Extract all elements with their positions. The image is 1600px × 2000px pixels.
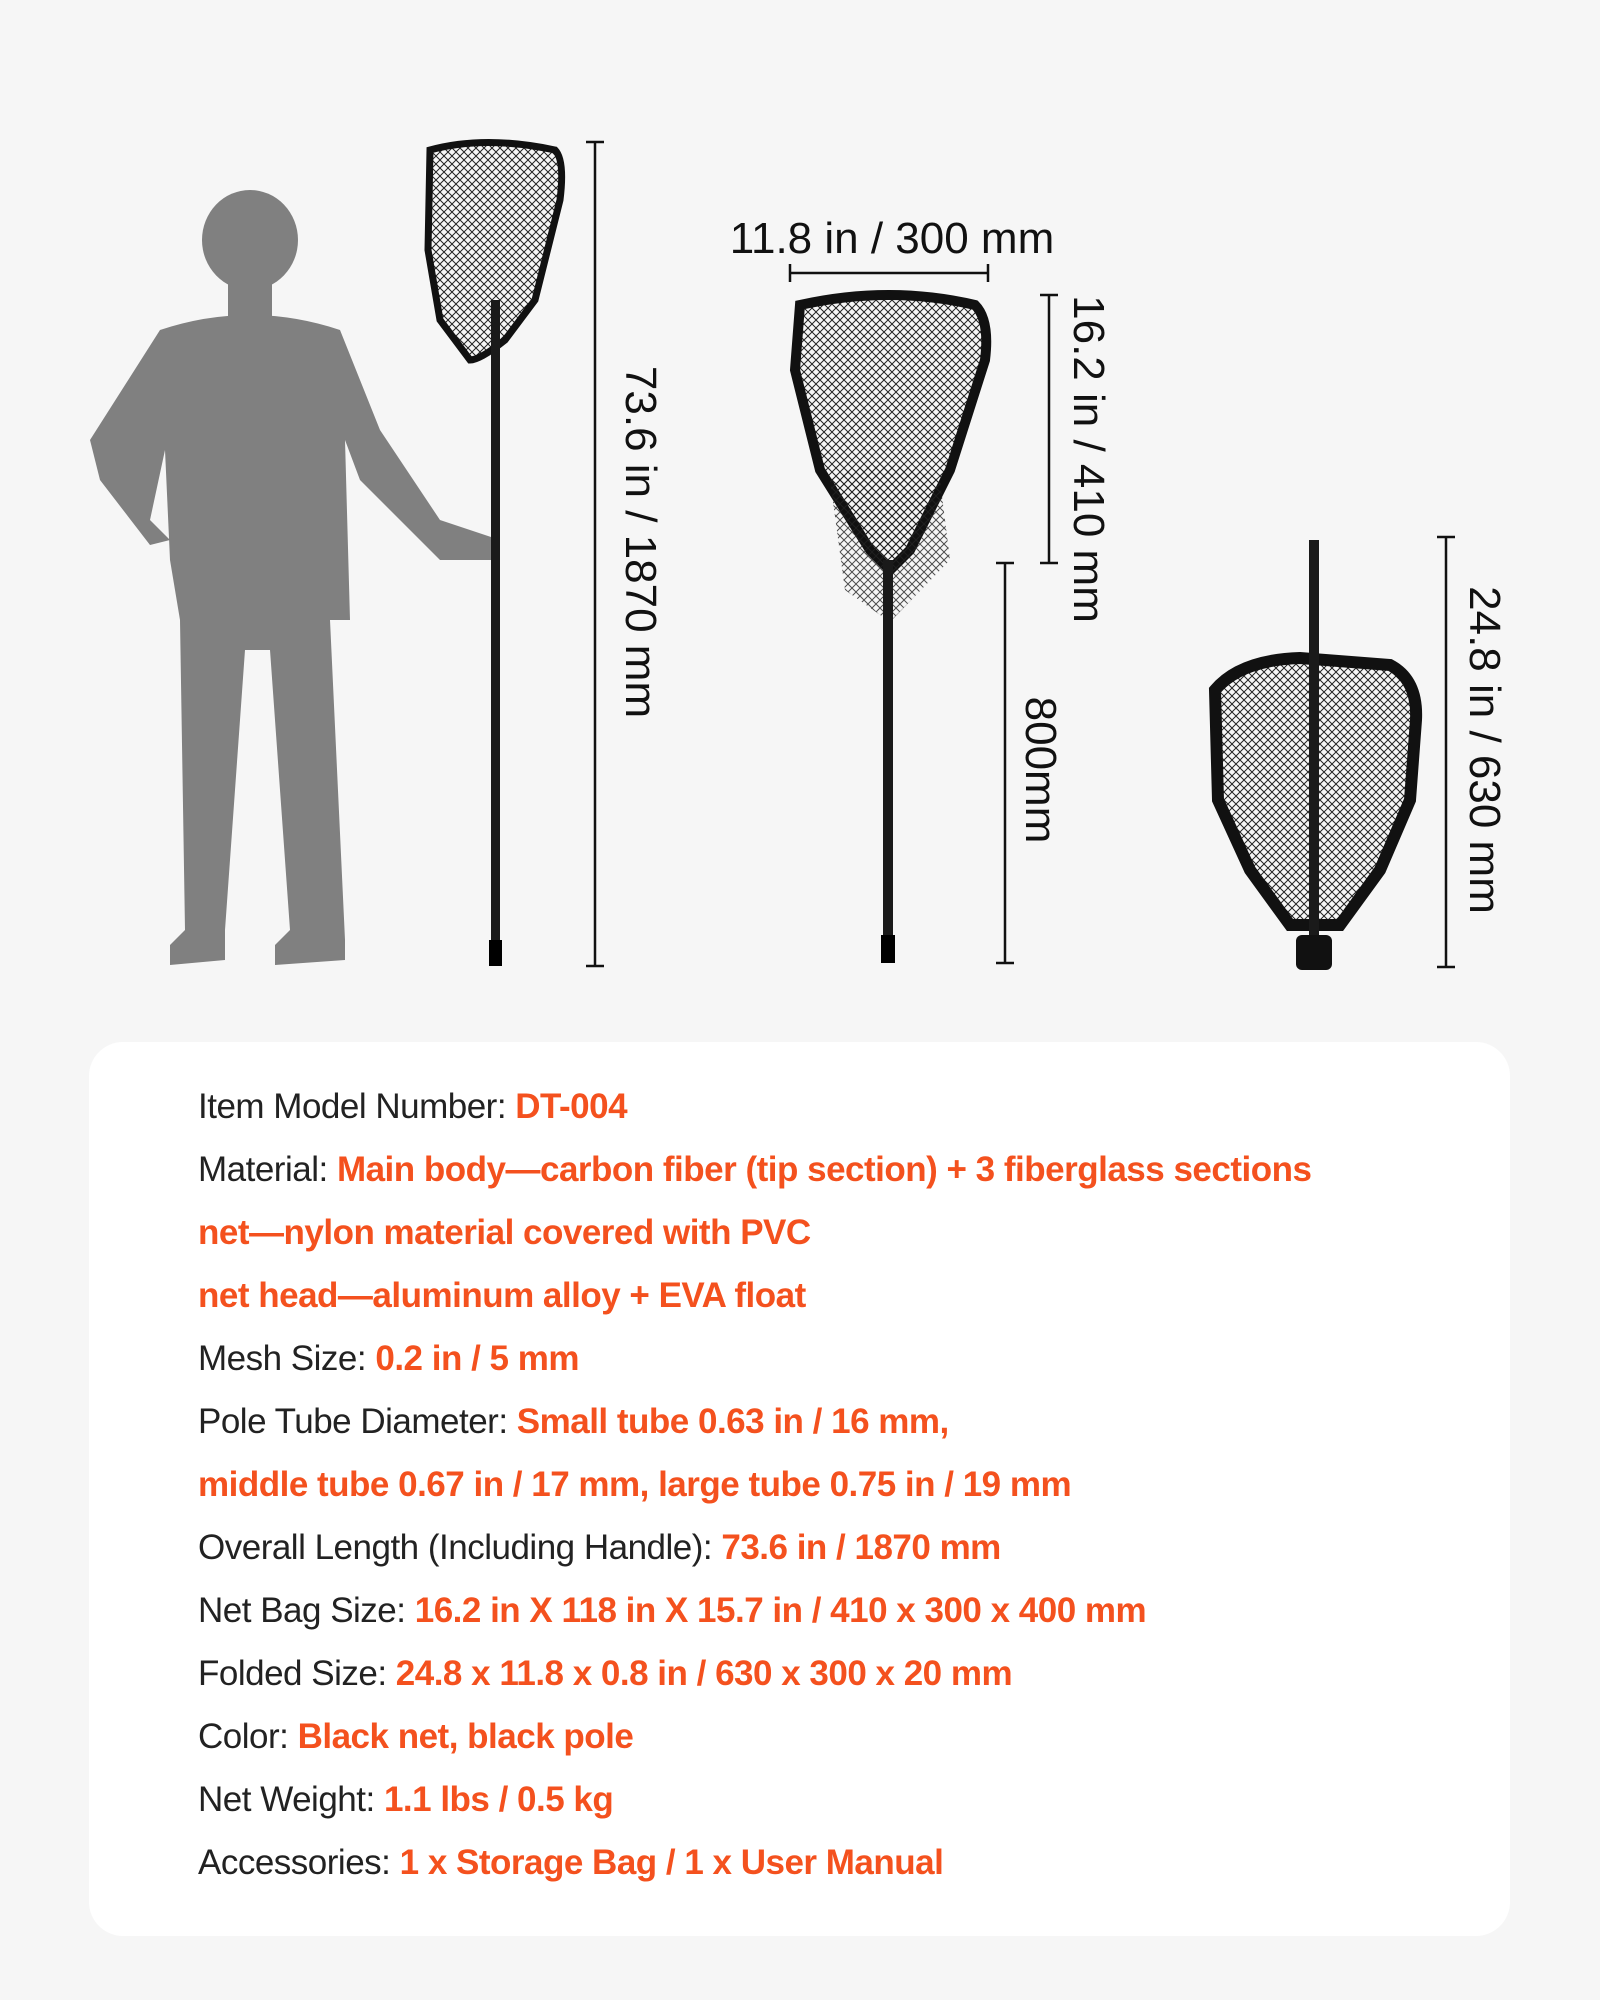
spec-label: Color: [198,1717,298,1756]
spec-row [198,1843,943,1883]
spec-row [198,1087,627,1127]
spec-value: 24.8 x 11.8 x 0.8 in / 630 x 300 x 20 mm [395,1654,1013,1693]
spec-value: DT-004 [515,1087,628,1126]
spec-value: net—nylon material covered with PVC [198,1213,811,1252]
spec-value: Main body—carbon fiber (tip section) + 3 fiberglass sections [336,1150,1312,1189]
spec-row [198,1654,1012,1694]
spec-value: Small tube 0.63 in / 16 mm, [516,1402,949,1441]
spec-row [198,1591,1146,1631]
spec-row [198,1465,1071,1505]
net-folded [1215,540,1416,970]
spec-label: Net Weight: [198,1780,384,1819]
spec-label: Material: [198,1150,337,1189]
spec-label: Mesh Size: [198,1339,376,1378]
spec-label: Folded Size: [198,1654,396,1693]
spec-label: Item Model Number: [198,1087,516,1126]
spec-value: 0.2 in / 5 mm [375,1339,579,1378]
overall-length-label: 73.6 in / 1870 mm [616,365,665,719]
spec-row [198,1276,806,1316]
net-height-label: 16.2 in / 410 mm [1064,295,1113,623]
spec-value: 73.6 in / 1870 mm [721,1528,1001,1567]
folded-length-label: 24.8 in / 630 mm [1460,586,1509,914]
spec-label: Net Bag Size: [198,1591,415,1630]
spec-row [198,1780,613,1820]
spec-row [198,1717,633,1757]
spec-value: 1 x Storage Bag / 1 x User Manual [399,1843,944,1882]
spec-label: Accessories: [198,1843,400,1882]
spec-row [198,1402,949,1442]
net-width-label: 11.8 in / 300 mm [729,214,1055,263]
spec-row [198,1150,1311,1190]
spec-label: Pole Tube Diameter: [198,1402,517,1441]
spec-value: middle tube 0.67 in / 17 mm, large tube 0.75 in / 19 mm [198,1465,1072,1504]
spec-value: 1.1 lbs / 0.5 kg [383,1780,614,1819]
handle-length-label: 800mm [1016,696,1065,844]
net-head-detail [795,295,986,963]
spec-value: 16.2 in X 118 in X 15.7 in / 410 x 300 x 400 mm [414,1591,1147,1630]
spec-label: Overall Length (Including Handle): [198,1528,722,1567]
spec-value: Black net, black pole [297,1717,634,1756]
spec-value: net head—aluminum alloy + EVA float [198,1276,806,1315]
spec-row [198,1339,579,1379]
spec-row [198,1213,811,1253]
spec-row [198,1528,1001,1568]
